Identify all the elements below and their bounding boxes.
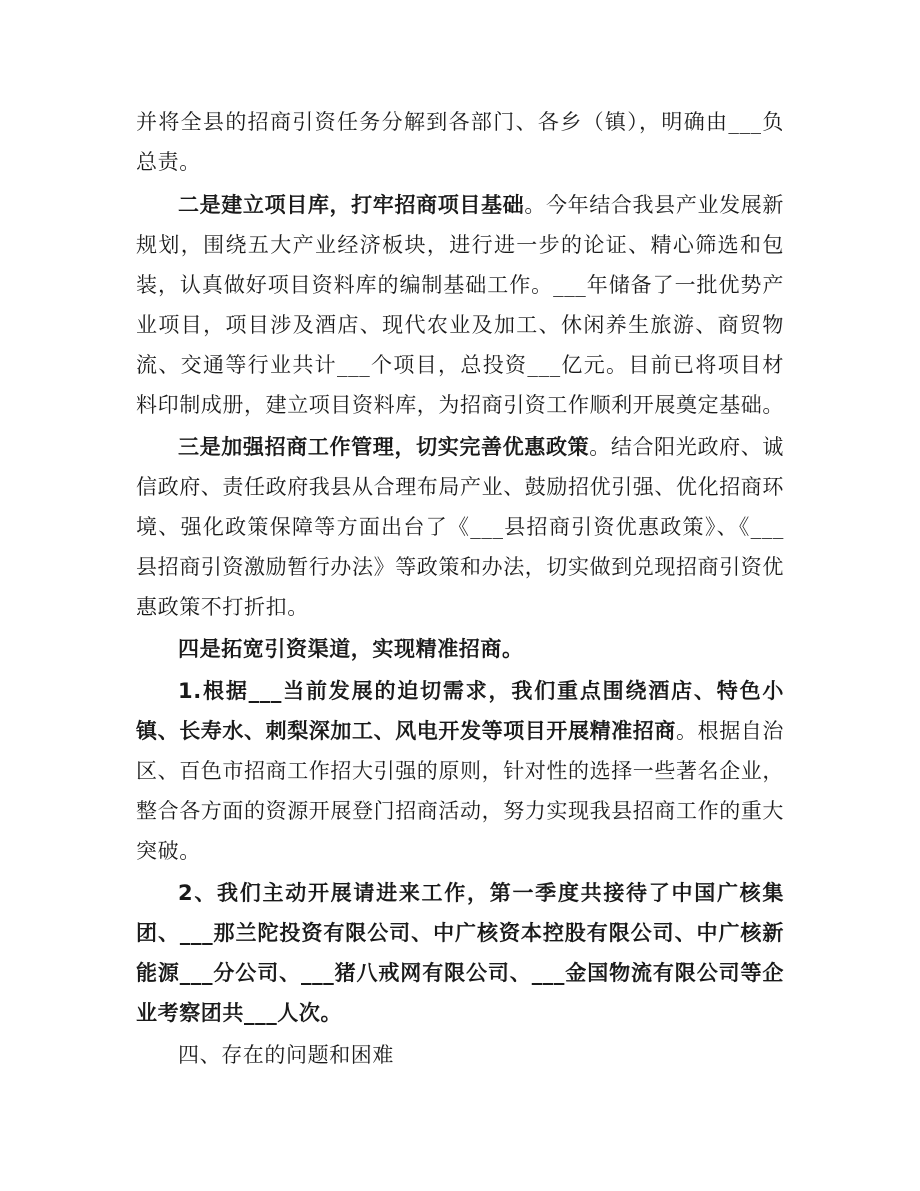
paragraph-text: 四、存在的问题和困难 — [178, 1043, 394, 1067]
paragraph-heading: 三是加强招商工作管理，切实完善优惠政策 — [178, 435, 590, 459]
paragraph-text: 。根据自治区、百色市招商工作招大引强的原则，针对性的选择一些著名企业，整合各方面的资源开展登门招商活动，努力实现我县招商工作的重大突破。 — [136, 719, 784, 863]
paragraph-policy-management — [136, 427, 784, 627]
paragraph-heading: 2、我们主动开展请进来工作，第一季度共接待了中国广核集团、___那兰陀投资有限公司、中广核资本控股有限公司、中广核新能源___分公司、___猪八戒网有限公司、___金国物流有限公司等企业考察团共___人次。 — [136, 881, 784, 1025]
paragraph-text: 。结合阳光政府、诚信政府、责任政府我县从合理布局产业、鼓励招优引强、优化招商环境、强化政策保障等方面出台了《___县招商引资优惠政策》、《___县招商引资激励暂行办法》等政策和办法，切实做到兑现招商引资优惠政策不打折扣。 — [136, 435, 784, 619]
paragraph-text: 。今年结合我县产业发展新规划，围绕五大产业经济板块，进行进一步的论证、精心筛选和包装，认真做好项目资料库的编制基础工作。___年储备了一批优势产业项目，项目涉及酒店、现代农业及加工、休闲养生旅游、商贸物流、交通等行业共计___个项目，总投资___亿元。目前已将项目材料印制成册，建立项目资料库，为招商引资工作顺利开展奠定基础。 — [136, 193, 784, 417]
paragraph-text: 并将全县的招商引资任务分解到各部门、各乡（镇），明确由___负总责。 — [136, 110, 784, 174]
paragraph-heading: 1.根据___当前发展的迫切需求，我们重点围绕酒店、特色小镇、长寿水、刺梨深加工、风电开发等项目开展精准招商 — [136, 679, 784, 743]
paragraph-channels-heading — [136, 629, 784, 669]
paragraph-precise-investment — [136, 671, 784, 871]
paragraph-reception — [136, 873, 784, 1033]
paragraph-assignment — [136, 102, 784, 182]
document-page — [136, 102, 784, 1075]
paragraph-heading: 四是拓宽引资渠道，实现精准招商。 — [178, 637, 524, 661]
paragraph-heading: 二是建立项目库，打牢招商项目基础 — [178, 193, 525, 217]
paragraph-project-library — [136, 185, 784, 425]
section-heading-problems — [136, 1035, 784, 1075]
